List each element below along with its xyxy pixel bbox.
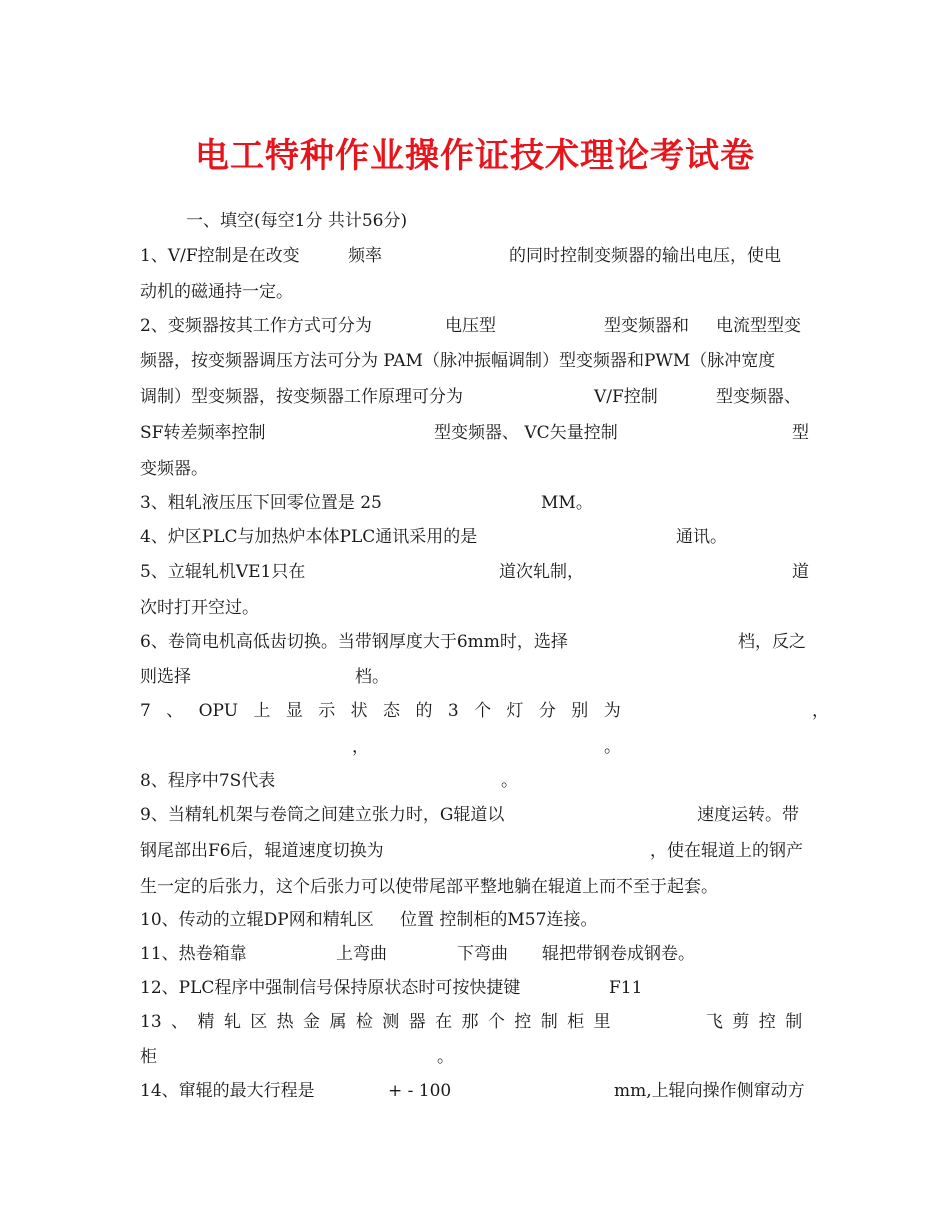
- q14-text-a: 14、窜辊的最大行程是: [140, 1081, 315, 1101]
- section-heading: 一、填空(每空1分 共计56分): [186, 211, 408, 231]
- q2-text-e: 型变频器、: [716, 387, 801, 407]
- q6-text-d: 档。: [355, 667, 389, 687]
- q9-text-e: 生一定的后张力，这个后张力可以使带尾部平整地躺在辊道上而不至于起套。: [140, 877, 718, 897]
- q2-text-c: 频器，按变频器调压方法可分为 PAM（脉冲振幅调制）型变频器和PWM（脉冲宽度: [140, 351, 776, 371]
- q7-text-d: 。: [604, 737, 621, 757]
- q5-text-b: 道次轧制，: [499, 562, 584, 582]
- q9-text-d: ，使在辊道上的钢产: [650, 841, 803, 861]
- q1-text-b: 的同时控制变频器的输出电压，使电: [509, 246, 781, 266]
- q14-text-b: mm,上辊向操作侧窜动方: [614, 1081, 805, 1101]
- q2-answer-3: V/F控制: [594, 387, 658, 407]
- q2-text-d: 调制）型变频器，按变频器工作原理可分为: [140, 387, 463, 407]
- q9-text-a: 9、当精轧机架与卷筒之间建立张力时，G辊道以: [140, 805, 505, 825]
- q5-text-d: 次时打开空过。: [140, 598, 259, 618]
- q3-text-b: MM。: [541, 493, 593, 513]
- q2-text-i: 变频器。: [140, 459, 208, 479]
- q2-text-h: 型: [792, 423, 809, 443]
- q2-answer-2: 电流型型变: [716, 316, 801, 336]
- q7-text-b: ，: [812, 701, 829, 721]
- q6-text-a: 6、卷筒电机高低齿切换。当带钢厚度大于6mm时，选择: [140, 632, 568, 652]
- q1-answer-1: 频率: [348, 246, 382, 266]
- q10-text-a: 10、传动的立辊DP网和精轧区: [140, 910, 374, 930]
- q6-text-b: 档，反之: [738, 632, 806, 652]
- q2-text-f: SF转差频率控制: [140, 423, 266, 443]
- q2-text-b: 型变频器和: [604, 316, 689, 336]
- q1-text-c: 动机的磁通持一定。: [140, 282, 293, 302]
- q14-answer: + - 100: [388, 1081, 452, 1101]
- q2-text-g: 型变频器、 VC矢量控制: [434, 423, 618, 443]
- q7-text-c: ，: [352, 737, 369, 757]
- q4-text-a: 4、炉区PLC与加热炉本体PLC通讯采用的是: [140, 527, 478, 547]
- q12-text-a: 12、PLC程序中强制信号保持原状态时可按快捷键: [140, 978, 521, 998]
- q13-answer: 飞 剪 控 制: [706, 1012, 803, 1032]
- q11-answer-1: 上弯曲: [336, 944, 387, 964]
- q10-answer: 位置 控制柜的M57连接。: [400, 910, 598, 930]
- q2-text-a: 2、变频器按其工作方式可分为: [140, 316, 372, 336]
- q13-text-b: 柜: [140, 1047, 157, 1067]
- q13-text-c: 。: [437, 1047, 454, 1067]
- q9-text-b: 速度运转。带: [697, 805, 799, 825]
- q13-text-a: 13 、 精 轧 区 热 金 属 检 测 器 在 那 个 控 制 柜 里: [140, 1012, 611, 1032]
- q11-answer-2: 下弯曲: [457, 944, 508, 964]
- q5-text-a: 5、立辊轧机VE1只在: [140, 562, 306, 582]
- q9-text-c: 钢尾部出F6后，辊道速度切换为: [140, 841, 384, 861]
- q6-text-c: 则选择: [140, 667, 191, 687]
- exam-title: 电工特种作业操作证技术理论考试卷: [195, 136, 755, 176]
- q12-answer: F11: [609, 978, 643, 998]
- q8-text-b: 。: [501, 771, 518, 791]
- q2-answer-1: 电压型: [445, 316, 496, 336]
- q1-text-a: 1、V/F控制是在改变: [140, 246, 300, 266]
- q5-text-c: 道: [792, 562, 809, 582]
- q4-text-b: 通讯。: [676, 527, 727, 547]
- q8-text-a: 8、程序中7S代表: [140, 771, 276, 791]
- q11-text-b: 辊把带钢卷成钢卷。: [542, 944, 695, 964]
- q11-text-a: 11、热卷箱靠: [140, 944, 247, 964]
- q3-text-a: 3、粗轧液压压下回零位置是 25: [140, 493, 382, 513]
- q7-text-a: 7 、 OPU 上 显 示 状 态 的 3 个 灯 分 别 为: [140, 701, 621, 721]
